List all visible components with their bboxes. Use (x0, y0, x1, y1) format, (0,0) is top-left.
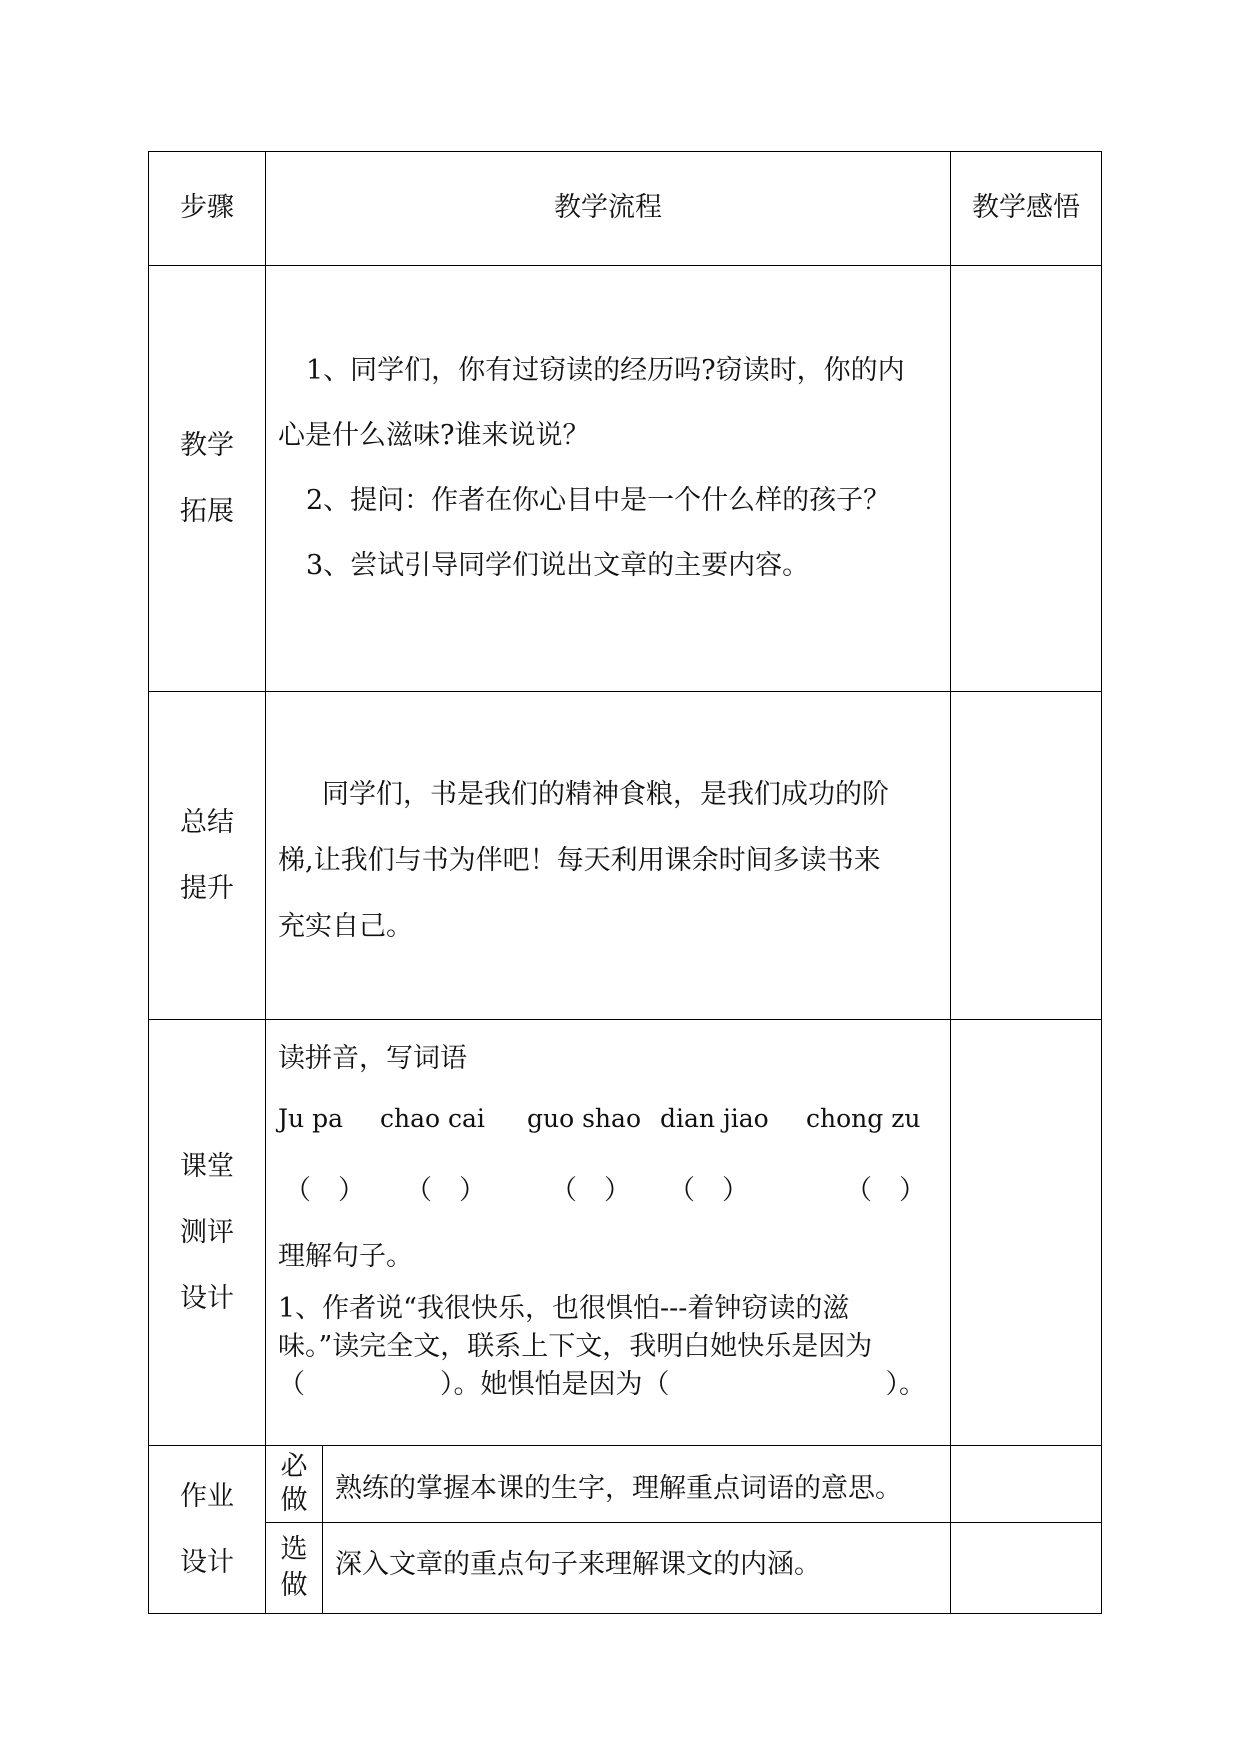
optional-label (266, 1523, 322, 1613)
required-label-char: 做 (280, 1485, 308, 1516)
col-divider-2 (950, 151, 951, 1614)
answer-blank: （ ） (284, 1175, 365, 1206)
answer-blank: （ ） (550, 1175, 631, 1206)
section2-title: 理解句子。 (278, 1241, 413, 1272)
col-divider-homework (322, 1445, 323, 1614)
extension-line: 2、提问：作者在你心目中是一个什么样的孩子？ (306, 485, 891, 516)
summary-line: 充实自己。 (278, 911, 413, 942)
table-border-right (1101, 151, 1102, 1614)
header-reflection: 教学感悟 (972, 192, 1080, 224)
question-line: （ ）。她惧怕是因为（ ）。 (278, 1369, 926, 1400)
pinyin-word: dian jiao (660, 1104, 769, 1133)
optional-homework-text: 深入文章的重点句子来理解课文的内涵。 (335, 1549, 821, 1580)
summary-line: 同学们，书是我们的精神食粮，是我们成功的阶 (322, 779, 889, 810)
required-label-char: 必 (280, 1451, 308, 1482)
assessment-label (149, 1020, 265, 1445)
col-divider-1 (265, 151, 266, 1614)
summary-line: 梯,让我们与书为伴吧！每天利用课余时间多读书来 (278, 845, 881, 876)
homework-label-line: 设计 (180, 1546, 234, 1578)
extension-line: 3、尝试引导同学们说出文章的主要内容。 (306, 550, 810, 581)
assessment-label-line: 设计 (180, 1282, 234, 1314)
answer-blank: （ ） (668, 1175, 749, 1206)
header-step: 步骤 (180, 192, 234, 224)
extension-line: 心是什么滋味?谁来说说？ (278, 420, 590, 451)
extension-label-line: 教学 (180, 429, 234, 461)
row-divider-2 (148, 691, 1102, 692)
question-line: 味。”读完全文，联系上下文，我明白她快乐是因为 (278, 1331, 873, 1362)
question-line: 1、作者说“我很快乐，也很惧怕---着钟窃读的滋 (278, 1293, 850, 1324)
optional-label-char: 选 (280, 1534, 308, 1565)
assessment-label-line: 测评 (180, 1216, 234, 1248)
extension-label (149, 266, 265, 691)
summary-label (149, 692, 265, 1019)
homework-label-line: 作业 (180, 1480, 234, 1512)
table-border-bottom (148, 1613, 1102, 1614)
pinyin-word: guo shao (527, 1104, 641, 1133)
row-divider-homework (265, 1522, 1102, 1523)
homework-label (149, 1446, 265, 1613)
required-homework-text: 熟练的掌握本课的生字，理解重点词语的意思。 (335, 1473, 902, 1504)
answer-blank: （ ） (405, 1175, 486, 1206)
pinyin-word: Ju pa (278, 1104, 343, 1133)
required-label (266, 1446, 322, 1522)
optional-label-char: 做 (280, 1570, 308, 1601)
assessment-title: 读拼音，写词语 (278, 1043, 467, 1074)
row-divider-1 (148, 265, 1102, 266)
summary-label-line: 提升 (180, 872, 234, 904)
row-divider-3 (148, 1019, 1102, 1020)
pinyin-word: chao cai (380, 1104, 485, 1133)
extension-label-line: 拓展 (180, 495, 234, 527)
summary-label-line: 总结 (180, 806, 234, 838)
header-process: 教学流程 (554, 192, 662, 224)
pinyin-word: chong zu (806, 1104, 921, 1133)
assessment-label-line: 课堂 (180, 1150, 234, 1182)
answer-blank: （ ） (845, 1175, 926, 1206)
extension-line: 1、同学们，你有过窃读的经历吗?窃读时，你的内 (306, 355, 905, 386)
